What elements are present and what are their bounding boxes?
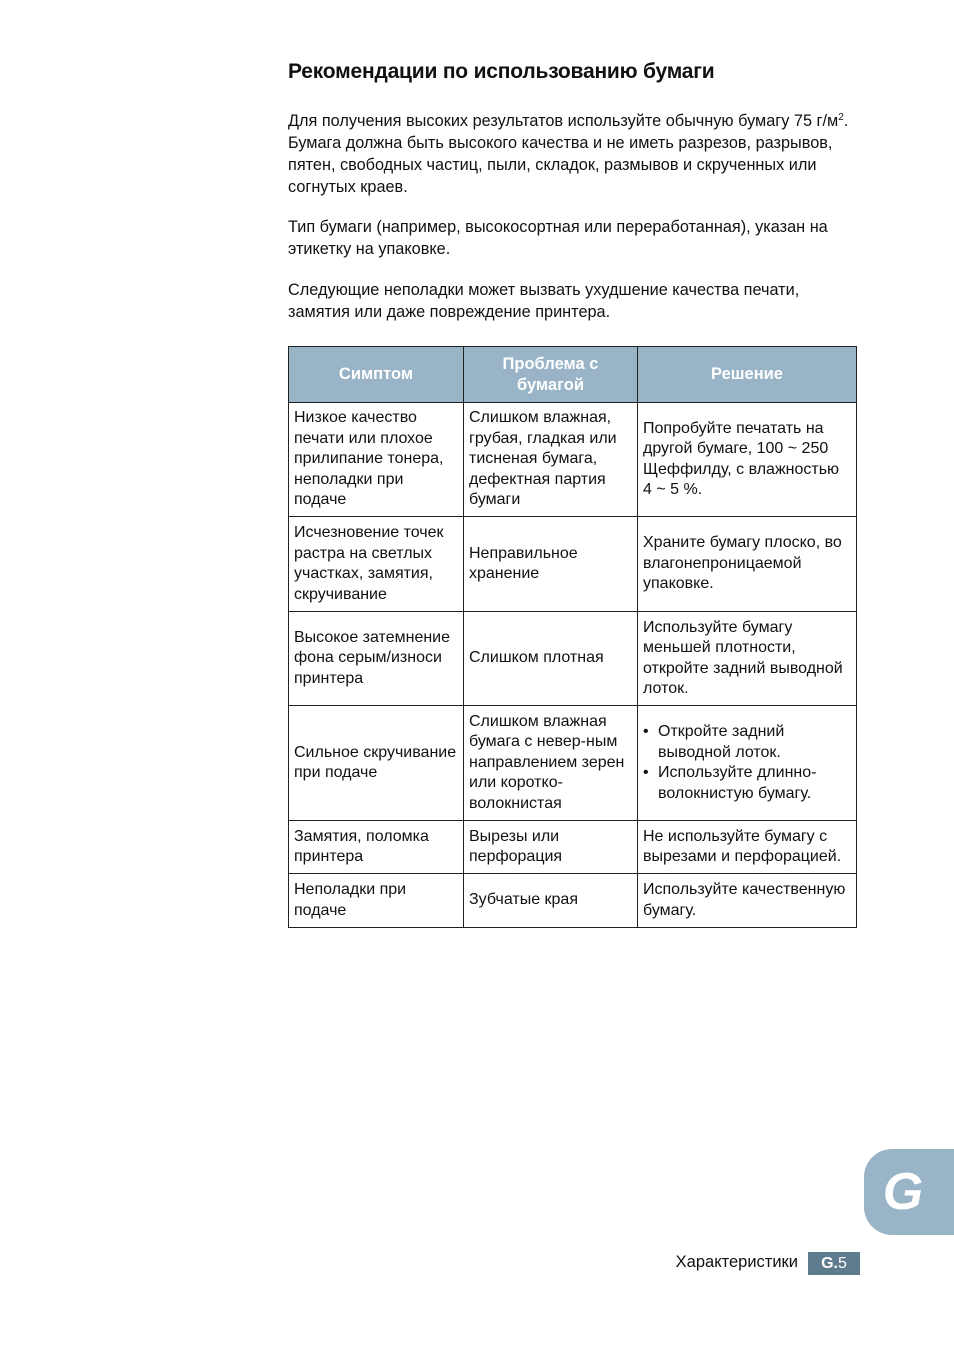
solution-cell: Попробуйте печатать на другой бумаге, 100 ~ 250 Щеффилду, с влажностью 4 ~ 5 %.	[638, 403, 857, 517]
solution-cell: Используйте качественную бумагу.	[638, 874, 857, 928]
intro-paragraph-2: Тип бумаги (например, высокосортная или переработанная), указан на этикетку на упаковке.	[288, 218, 828, 258]
problem-cell: Вырезы или перфорация	[464, 821, 638, 874]
intro-paragraph-1-text: Для получения высоких результатов используйте обычную бумагу 75 г/м	[288, 112, 839, 130]
solution-cell: Не используйте бумагу с вырезами и перфорацией.	[638, 821, 857, 874]
problem-cell: Зубчатые края	[464, 874, 638, 928]
solution-bullet-item: • Используйте длинно-волокнистую бумагу.	[643, 763, 851, 804]
symptom-cell: Высокое затемнение фона серым/износи принтера	[289, 612, 464, 706]
problem-cell: Слишком плотная	[464, 612, 638, 706]
page-number: 5	[837, 1255, 847, 1272]
table-header-row	[289, 347, 857, 403]
intro-paragraph-1-continuation: . Бумага должна быть высокого качества и не иметь разрезов, разрывов, пятен, свободных частиц, пыли, складок, размывов и скрученных или согнутых краев.	[288, 112, 849, 196]
page-title: Рекомендации по использованию бумаги	[288, 60, 715, 83]
problem-cell: Слишком влажная, грубая, гладкая или тисненая бумага, дефектная партия бумаги	[464, 403, 638, 517]
intro-paragraph-3: Следующие неполадки может вызвать ухудшение качества печати, замятия или даже повреждение принтера.	[288, 281, 800, 321]
symptom-cell: Сильное скручивание при подаче	[289, 706, 464, 821]
column-header-solution: Решение	[638, 347, 857, 403]
page-number-badge	[808, 1252, 860, 1275]
solution-cell: Храните бумагу плоско, во влагонепроницаемой упаковке.	[638, 517, 857, 612]
footer-section-title: Характеристики	[675, 1253, 798, 1271]
unit-superscript: 2	[838, 112, 844, 123]
table-row	[289, 517, 857, 612]
solution-cell: Используйте бумагу меньшей плотности, откройте задний выводной лоток.	[638, 612, 857, 706]
intro-paragraph-1	[288, 110, 858, 198]
page-number-prefix: G.	[821, 1255, 838, 1272]
solution-cell	[638, 706, 857, 821]
symptom-cell: Низкое качество печати или плохое прилипание тонера, неполадки при подаче	[289, 403, 464, 517]
symptom-cell: Неполадки при подаче	[289, 874, 464, 928]
solution-bullet-item: • Откройте задний выводной лоток.	[643, 722, 851, 763]
table-row	[289, 403, 857, 517]
solution-bullet-list	[643, 722, 851, 804]
column-header-problem: Проблема с бумагой	[464, 347, 638, 403]
symptom-cell: Замятия, поломка принтера	[289, 821, 464, 874]
chapter-tab-letter: G	[882, 1163, 924, 1221]
table-row	[289, 821, 857, 874]
table-row	[289, 612, 857, 706]
symptom-cell: Исчезновение точек растра на светлых участках, замятия, скручивание	[289, 517, 464, 612]
paper-troubleshooting-table	[288, 346, 857, 928]
problem-cell: Неправильное хранение	[464, 517, 638, 612]
table-row	[289, 874, 857, 928]
problem-cell: Слишком влажная бумага с невер-ным направлением зерен или коротко-волокнистая	[464, 706, 638, 821]
column-header-symptom: Симптом	[289, 347, 464, 403]
table-row	[289, 706, 857, 821]
